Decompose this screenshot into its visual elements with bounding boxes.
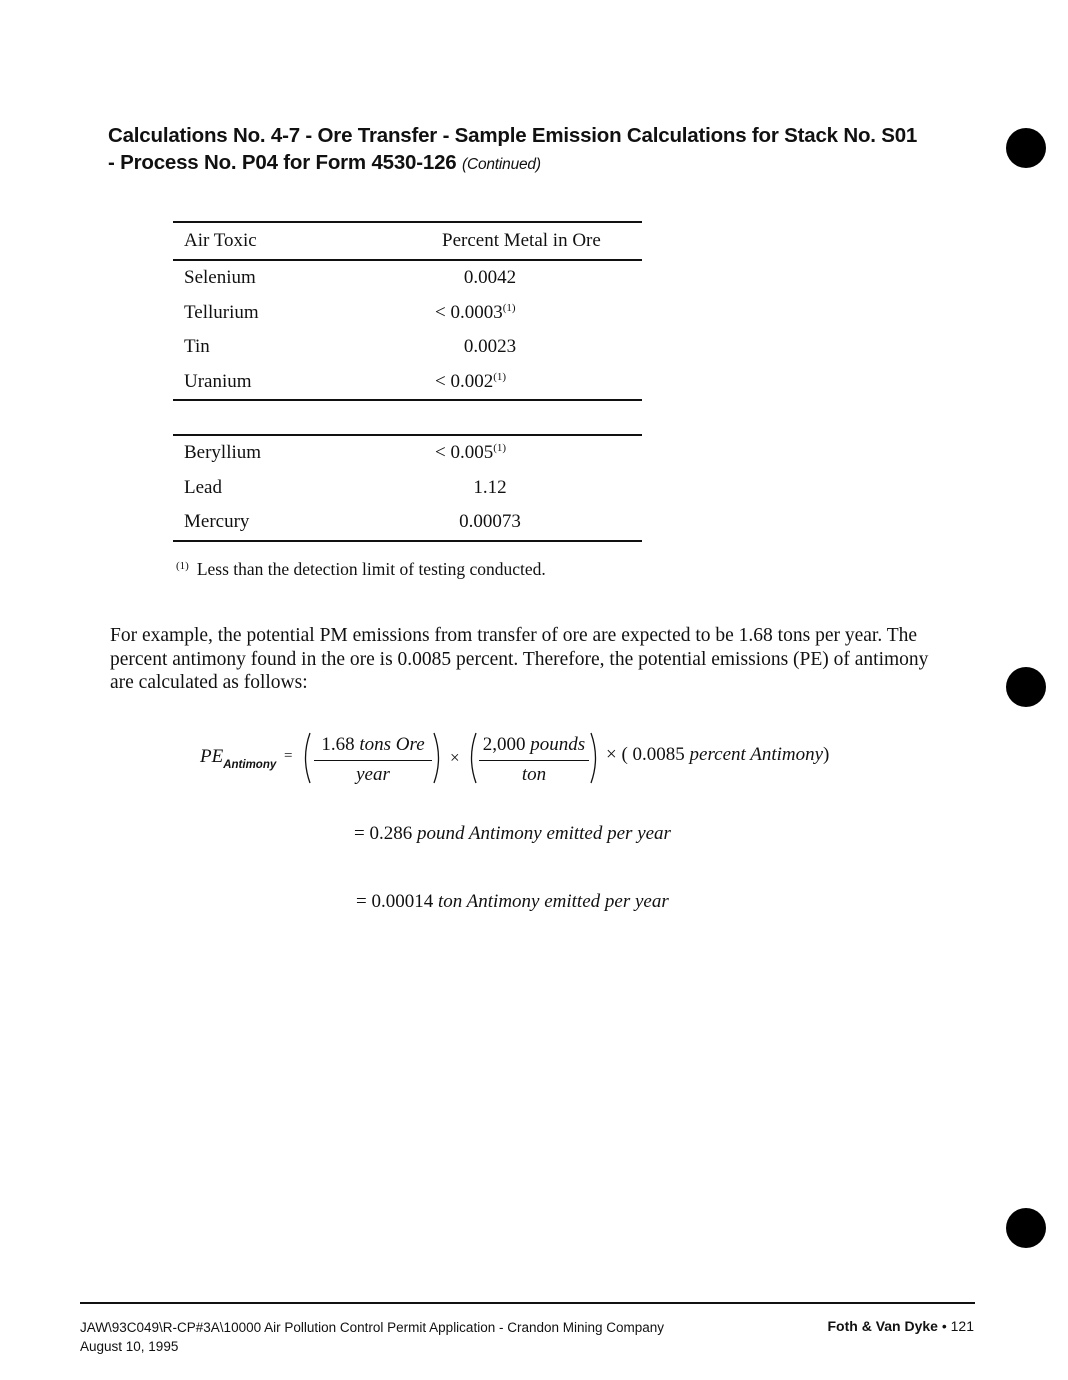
table-row: [173, 260, 642, 296]
footer-date: August 10, 1995: [80, 1338, 179, 1354]
footnote-text: Less than the detection limit of testing conducted.: [196, 559, 546, 579]
toxic-name: Beryllium: [184, 442, 262, 464]
table-group-separator: [173, 400, 642, 435]
heading-continued: (Continued): [462, 156, 541, 173]
percent-value-group: [435, 302, 545, 324]
percent-value-cell: [414, 471, 642, 506]
table-row: [173, 330, 642, 365]
numerator-value: 1.68: [321, 734, 355, 755]
antimony-unit: percent Antimony: [689, 744, 824, 765]
times-sign: ×: [606, 744, 617, 765]
toxic-name: Lead: [184, 476, 222, 498]
equation-result-tons: [356, 891, 669, 913]
fraction-pounds-per-ton: [479, 734, 589, 786]
result-value: = 0.00014: [356, 891, 434, 912]
percent-value-cell: [414, 296, 642, 331]
percent-value-cell: [414, 435, 642, 471]
left-paren-icon: [466, 732, 478, 784]
table-row: [173, 435, 642, 471]
column-header-percent-metal: Percent Metal in Ore: [414, 222, 642, 260]
heading-line-2: [108, 149, 988, 178]
toxic-name: Mercury: [173, 505, 414, 541]
pe-subscript: Antimony: [223, 759, 277, 771]
air-toxics-table: [173, 221, 642, 542]
toxic-name: Selenium: [184, 267, 256, 289]
footnote-marker: (1): [493, 370, 507, 383]
close-paren: ): [823, 744, 830, 765]
fraction-numerator: [479, 734, 589, 761]
footnote-marker: (1): [493, 442, 507, 455]
right-paren-icon: [589, 732, 601, 784]
percent-value: 0.0023: [463, 336, 517, 358]
page-heading: [108, 122, 988, 178]
table-row: [173, 471, 642, 506]
table-row: [173, 296, 642, 331]
antimony-percent: ( 0.0085: [621, 744, 685, 765]
numerator-value: 2,000: [482, 734, 526, 755]
percent-value-group: [435, 442, 545, 464]
equation-result-pounds: [354, 823, 671, 845]
table-row: [173, 505, 642, 541]
percent-value: 0.0042: [463, 267, 517, 289]
page-number: 121: [950, 1318, 974, 1334]
column-header-air-toxic: Air Toxic: [173, 222, 414, 260]
separator-cell: [414, 400, 642, 435]
percent-value-cell: [414, 260, 642, 296]
heading-line-2-text: - Process No. P04 for Form 4530-126: [108, 151, 457, 174]
percent-value: < 0.0003: [435, 301, 503, 323]
footer-bullet: •: [941, 1318, 947, 1334]
toxic-name: Uranium: [173, 365, 414, 401]
numerator-unit: pounds: [530, 734, 586, 755]
pe-symbol: PE: [200, 746, 224, 767]
binder-hole-bottom: [1006, 1208, 1046, 1248]
result-unit: ton Antimony emitted per year: [437, 891, 669, 912]
toxic-name: Tellurium: [184, 301, 259, 323]
table-row: [173, 365, 642, 401]
percent-value-group: [435, 371, 545, 393]
percent-value: < 0.005: [435, 442, 494, 464]
percent-value-cell: [414, 365, 642, 401]
footer-path: JAW\93C049\R-CP#3A\10000 Air Pollution Control Permit Application - Crandon Mining Company: [80, 1320, 665, 1335]
percent-value: 1.12: [473, 476, 507, 498]
percent-value: < 0.002: [435, 370, 494, 392]
body-paragraph: For example, the potential PM emissions from transfer of ore are expected to be 1.68 tons per year. The percent antimony found in the ore is 0.0085 percent. Therefore, the potential emissions (PE) of antimony are calculated as follows:: [110, 625, 929, 693]
fraction-numerator: [314, 734, 432, 761]
equals-sign: =: [284, 748, 293, 764]
table-footnote: [176, 559, 546, 580]
times-sign: ×: [450, 748, 460, 767]
binder-hole-top: [1006, 128, 1046, 168]
result-unit: pound Antimony emitted per year: [416, 823, 671, 844]
toxic-name: Tin: [184, 336, 210, 358]
result-value: = 0.286: [354, 823, 413, 844]
separator-cell: [173, 400, 414, 435]
equation-tail: [606, 744, 829, 766]
table-header-row: [173, 222, 642, 260]
binder-hole-middle: [1006, 667, 1046, 707]
right-paren-icon: [432, 732, 444, 784]
equation-lhs: [200, 746, 276, 771]
footer-company: Foth & Van Dyke: [827, 1318, 938, 1334]
footer-divider: [80, 1302, 975, 1304]
footer-document-info: [80, 1319, 664, 1356]
heading-line-1: Calculations No. 4-7 - Ore Transfer - Sample Emission Calculations for Stack No. S01: [108, 124, 918, 147]
footnote-marker: (1): [176, 560, 189, 572]
footer-page-info: [827, 1318, 974, 1334]
fraction-denominator: ton: [521, 764, 547, 785]
numerator-unit: tons Ore: [359, 734, 425, 755]
fraction-tons-per-year: [314, 734, 432, 786]
emission-equation: [200, 732, 880, 792]
percent-value-cell: [414, 505, 642, 541]
left-paren-icon: [300, 732, 312, 784]
footnote-marker: (1): [502, 301, 516, 314]
percent-value-cell: [414, 330, 642, 365]
percent-value: 0.00073: [459, 511, 521, 533]
fraction-denominator: year: [356, 764, 390, 785]
